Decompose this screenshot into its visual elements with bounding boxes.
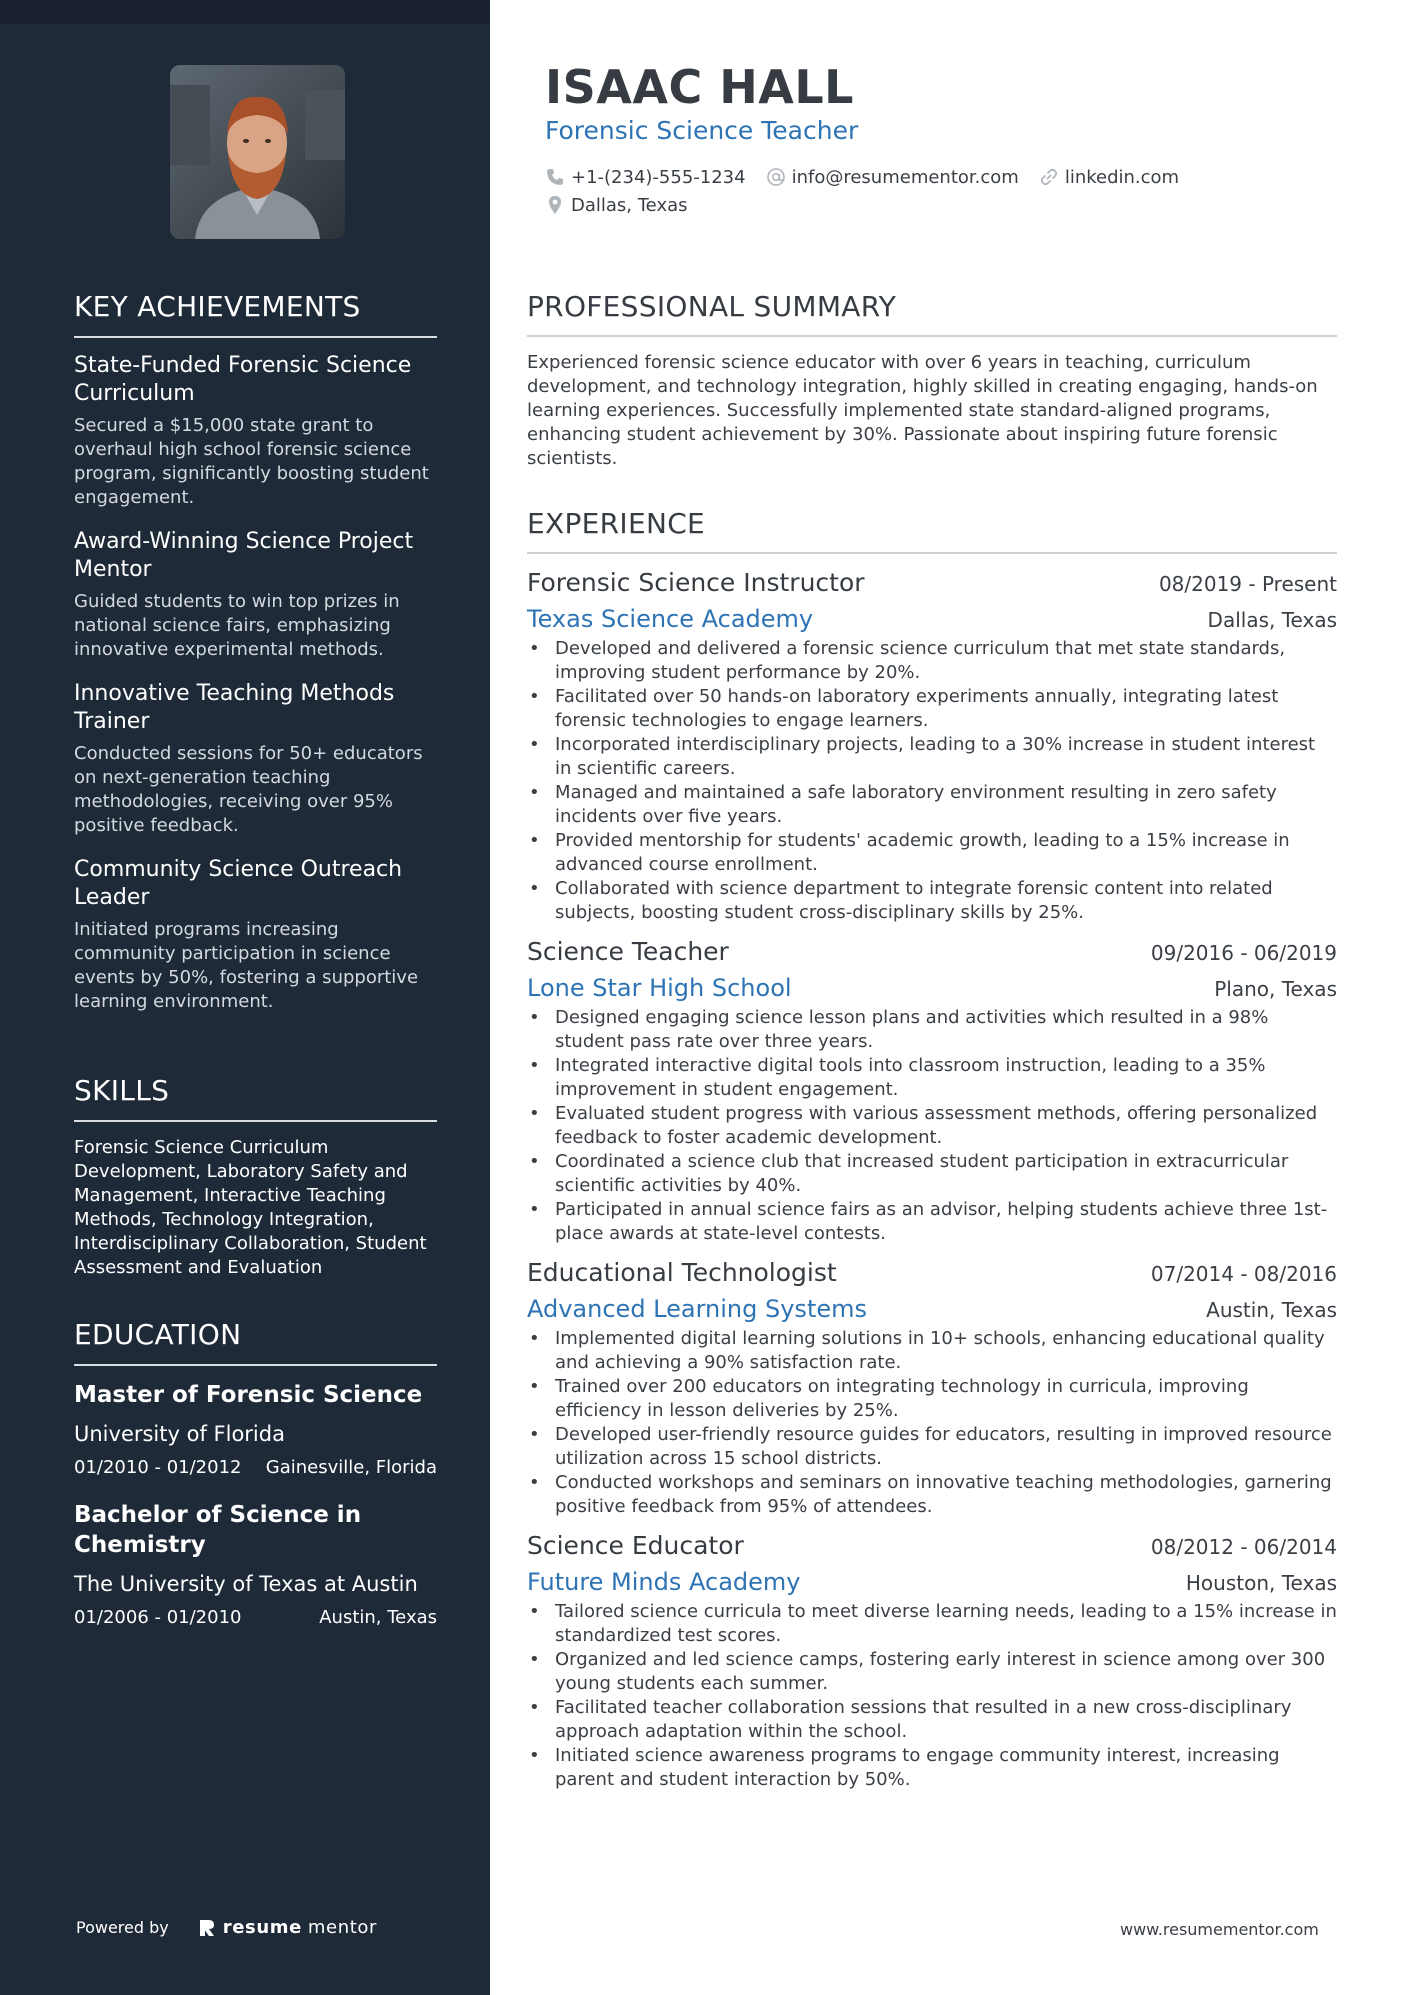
job-location: Dallas, Texas bbox=[1207, 608, 1337, 632]
contact-phone[interactable] bbox=[545, 167, 746, 188]
job-bullet: • Facilitated teacher collaboration sessions that resulted in a new cross-disciplinary approach adaptation within the school. bbox=[527, 1696, 1337, 1744]
brand-logo[interactable] bbox=[197, 1917, 377, 1938]
achievement-item bbox=[74, 352, 437, 510]
education-school: University of Florida bbox=[74, 1422, 285, 1446]
job-location: Plano, Texas bbox=[1214, 977, 1337, 1001]
resumementor-logo-icon bbox=[197, 1918, 217, 1938]
achievement-item bbox=[74, 680, 437, 838]
education-title: EDUCATION bbox=[74, 1318, 437, 1366]
job-bullets bbox=[527, 1600, 1337, 1792]
job-company: Advanced Learning Systems bbox=[527, 1295, 867, 1323]
education-section bbox=[74, 1318, 437, 1650]
experience-section bbox=[527, 507, 1337, 1792]
education-degree: Bachelor of Science in Chemistry bbox=[74, 1502, 362, 1558]
education-meta bbox=[74, 1456, 437, 1480]
job-bullet: • Integrated interactive digital tools into classroom instruction, leading to a 35% improvement in student engagement. bbox=[527, 1054, 1337, 1102]
education-item bbox=[74, 1500, 437, 1630]
key-achievements-title: KEY ACHIEVEMENTS bbox=[74, 290, 437, 338]
achievement-description: Initiated programs increasing community participation in science events by 50%, fostering a supportive learning environment. bbox=[74, 919, 419, 1012]
skills-title: SKILLS bbox=[74, 1074, 437, 1122]
job-company: Lone Star High School bbox=[527, 974, 792, 1002]
job-title: Educational Technologist bbox=[527, 1258, 837, 1287]
job-bullet: • Developed and delivered a forensic science curriculum that met state standards, improving student performance by 20%. bbox=[527, 637, 1337, 685]
job-bullet: • Participated in annual science fairs as an advisor, helping students achieve three 1st-place awards at state-level contests. bbox=[527, 1198, 1337, 1246]
candidate-role: Forensic Science Teacher bbox=[545, 116, 859, 145]
phone-icon bbox=[545, 167, 565, 187]
job-bullet: • Implemented digital learning solutions in 10+ schools, enhancing educational quality and achieving a 90% satisfaction rate. bbox=[527, 1327, 1337, 1375]
achievement-title: Community Science Outreach Leader bbox=[74, 857, 403, 910]
achievement-title: Award-Winning Science Project Mentor bbox=[74, 529, 414, 582]
education-meta bbox=[74, 1606, 437, 1630]
brand-name-thin: mentor bbox=[307, 1917, 378, 1938]
job-entry bbox=[527, 568, 1337, 925]
achievement-title: Innovative Teaching Methods Trainer bbox=[74, 681, 395, 734]
at-sign-icon bbox=[766, 167, 786, 187]
job-location: Austin, Texas bbox=[1206, 1298, 1337, 1322]
job-bullet: • Trained over 200 educators on integrating technology in curricula, improving efficiency in lesson deliveries by 25%. bbox=[527, 1375, 1337, 1423]
job-bullet: • Conducted workshops and seminars on innovative teaching methodologies, garnering positive feedback from 95% of attendees. bbox=[527, 1471, 1337, 1519]
skills-section bbox=[74, 1074, 437, 1280]
job-title: Science Educator bbox=[527, 1531, 744, 1560]
achievement-item bbox=[74, 528, 437, 662]
job-location: Houston, Texas bbox=[1185, 1571, 1337, 1595]
achievement-description: Guided students to win top prizes in national science fairs, emphasizing innovative experimental methods. bbox=[74, 591, 400, 660]
job-bullets bbox=[527, 1327, 1337, 1519]
education-school: The University of Texas at Austin bbox=[74, 1572, 418, 1596]
contact-linkedin[interactable] bbox=[1039, 167, 1179, 188]
job-title: Forensic Science Instructor bbox=[527, 568, 865, 597]
job-bullet: • Designed engaging science lesson plans and activities which resulted in a 98% student pass rate over three years. bbox=[527, 1006, 1337, 1054]
job-bullets bbox=[527, 637, 1337, 925]
skills-list: Forensic Science Curriculum Development, Laboratory Safety and Management, Interactive Teaching Methods, Technology Integration, Interdisciplinary Collaboration, Student Assessment and Evaluation bbox=[74, 1137, 427, 1278]
job-bullet: • Provided mentorship for students' academic growth, leading to a 15% increase in advanced course enrollment. bbox=[527, 829, 1337, 877]
job-dates: 08/2019 - Present bbox=[1158, 572, 1337, 596]
summary-title: PROFESSIONAL SUMMARY bbox=[527, 290, 1337, 337]
achievement-item bbox=[74, 856, 437, 1014]
link-icon bbox=[1039, 167, 1059, 187]
job-entry bbox=[527, 937, 1337, 1246]
profile-photo bbox=[170, 65, 345, 239]
job-bullet: • Collaborated with science department to integrate forensic content into related subjects, boosting student cross-disciplinary skills by 25%. bbox=[527, 877, 1337, 925]
job-bullet: • Organized and led science camps, fostering early interest in science among over 300 young students each summer. bbox=[527, 1648, 1337, 1696]
achievement-title: State-Funded Forensic Science Curriculum bbox=[74, 353, 412, 406]
achievement-description: Secured a $15,000 state grant to overhaul high school forensic science program, significantly boosting student engagement. bbox=[74, 415, 429, 508]
candidate-name: ISAAC HALL bbox=[545, 60, 854, 114]
job-company: Future Minds Academy bbox=[527, 1568, 801, 1596]
job-dates: 08/2012 - 06/2014 bbox=[1150, 1535, 1337, 1559]
powered-by-label: Powered by bbox=[76, 1918, 169, 1937]
brand-name-bold: resume bbox=[222, 1917, 302, 1938]
contact-location bbox=[545, 195, 688, 216]
education-location: Austin, Texas bbox=[319, 1607, 437, 1628]
job-bullet: • Incorporated interdisciplinary projects, leading to a 30% increase in student interest in scientific careers. bbox=[527, 733, 1337, 781]
job-entry bbox=[527, 1258, 1337, 1519]
job-dates: 09/2016 - 06/2019 bbox=[1150, 941, 1337, 965]
contact-email[interactable] bbox=[766, 167, 1019, 188]
job-dates: 07/2014 - 08/2016 bbox=[1150, 1262, 1337, 1286]
location-pin-icon bbox=[545, 195, 565, 215]
achievement-description: Conducted sessions for 50+ educators on next-generation teaching methodologies, receiving over 95% positive feedback. bbox=[74, 743, 423, 836]
contact-info bbox=[545, 163, 1305, 219]
sidebar bbox=[0, 0, 490, 1995]
job-bullet: • Evaluated student progress with various assessment methods, offering personalized feedback to foster academic development. bbox=[527, 1102, 1337, 1150]
job-company: Texas Science Academy bbox=[527, 605, 814, 633]
experience-title: EXPERIENCE bbox=[527, 507, 1337, 554]
summary-text: Experienced forensic science educator with over 6 years in teaching, curriculum development, and technology integration, highly skilled in creating engaging, hands-on learning experiences. Successfully implemented state standard-aligned programs, enhancing student achievement by 30%. Passionate about inspiring future forensic scientists. bbox=[527, 352, 1318, 469]
education-location: Gainesville, Florida bbox=[265, 1457, 437, 1478]
sidebar-top-bar bbox=[0, 0, 490, 24]
job-bullet: • Managed and maintained a safe laboratory environment resulting in zero safety incidents over five years. bbox=[527, 781, 1337, 829]
education-dates: 01/2010 - 01/2012 bbox=[74, 1457, 242, 1478]
email-text: info@resumementor.com bbox=[791, 166, 1019, 188]
phone-text: +1-(234)-555-1234 bbox=[571, 166, 746, 188]
education-dates: 01/2006 - 01/2010 bbox=[74, 1607, 242, 1628]
job-bullet: • Tailored science curricula to meet diverse learning needs, leading to a 15% increase in standardized test scores. bbox=[527, 1600, 1337, 1648]
education-degree: Master of Forensic Science bbox=[74, 1382, 423, 1408]
job-bullet: • Coordinated a science club that increased student participation in extracurricular scientific activities by 40%. bbox=[527, 1150, 1337, 1198]
job-bullets bbox=[527, 1006, 1337, 1246]
key-achievements-section bbox=[74, 290, 437, 1032]
linkedin-text: linkedin.com bbox=[1064, 166, 1180, 188]
job-bullet: • Developed user-friendly resource guides for educators, resulting in improved resource utilization across 15 school districts. bbox=[527, 1423, 1337, 1471]
education-item bbox=[74, 1380, 437, 1480]
footer-website-link[interactable]: www.resumementor.com bbox=[1120, 1920, 1319, 1939]
powered-by bbox=[76, 1917, 377, 1938]
main-content bbox=[527, 290, 1337, 1804]
job-title: Science Teacher bbox=[527, 937, 729, 966]
job-entry bbox=[527, 1531, 1337, 1792]
summary-section bbox=[527, 290, 1337, 471]
location-text: Dallas, Texas bbox=[571, 194, 688, 216]
job-bullet: • Facilitated over 50 hands-on laboratory experiments annually, integrating latest forensic technologies to engage learners. bbox=[527, 685, 1337, 733]
job-bullet: • Initiated science awareness programs to engage community interest, increasing parent and student interaction by 50%. bbox=[527, 1744, 1337, 1792]
